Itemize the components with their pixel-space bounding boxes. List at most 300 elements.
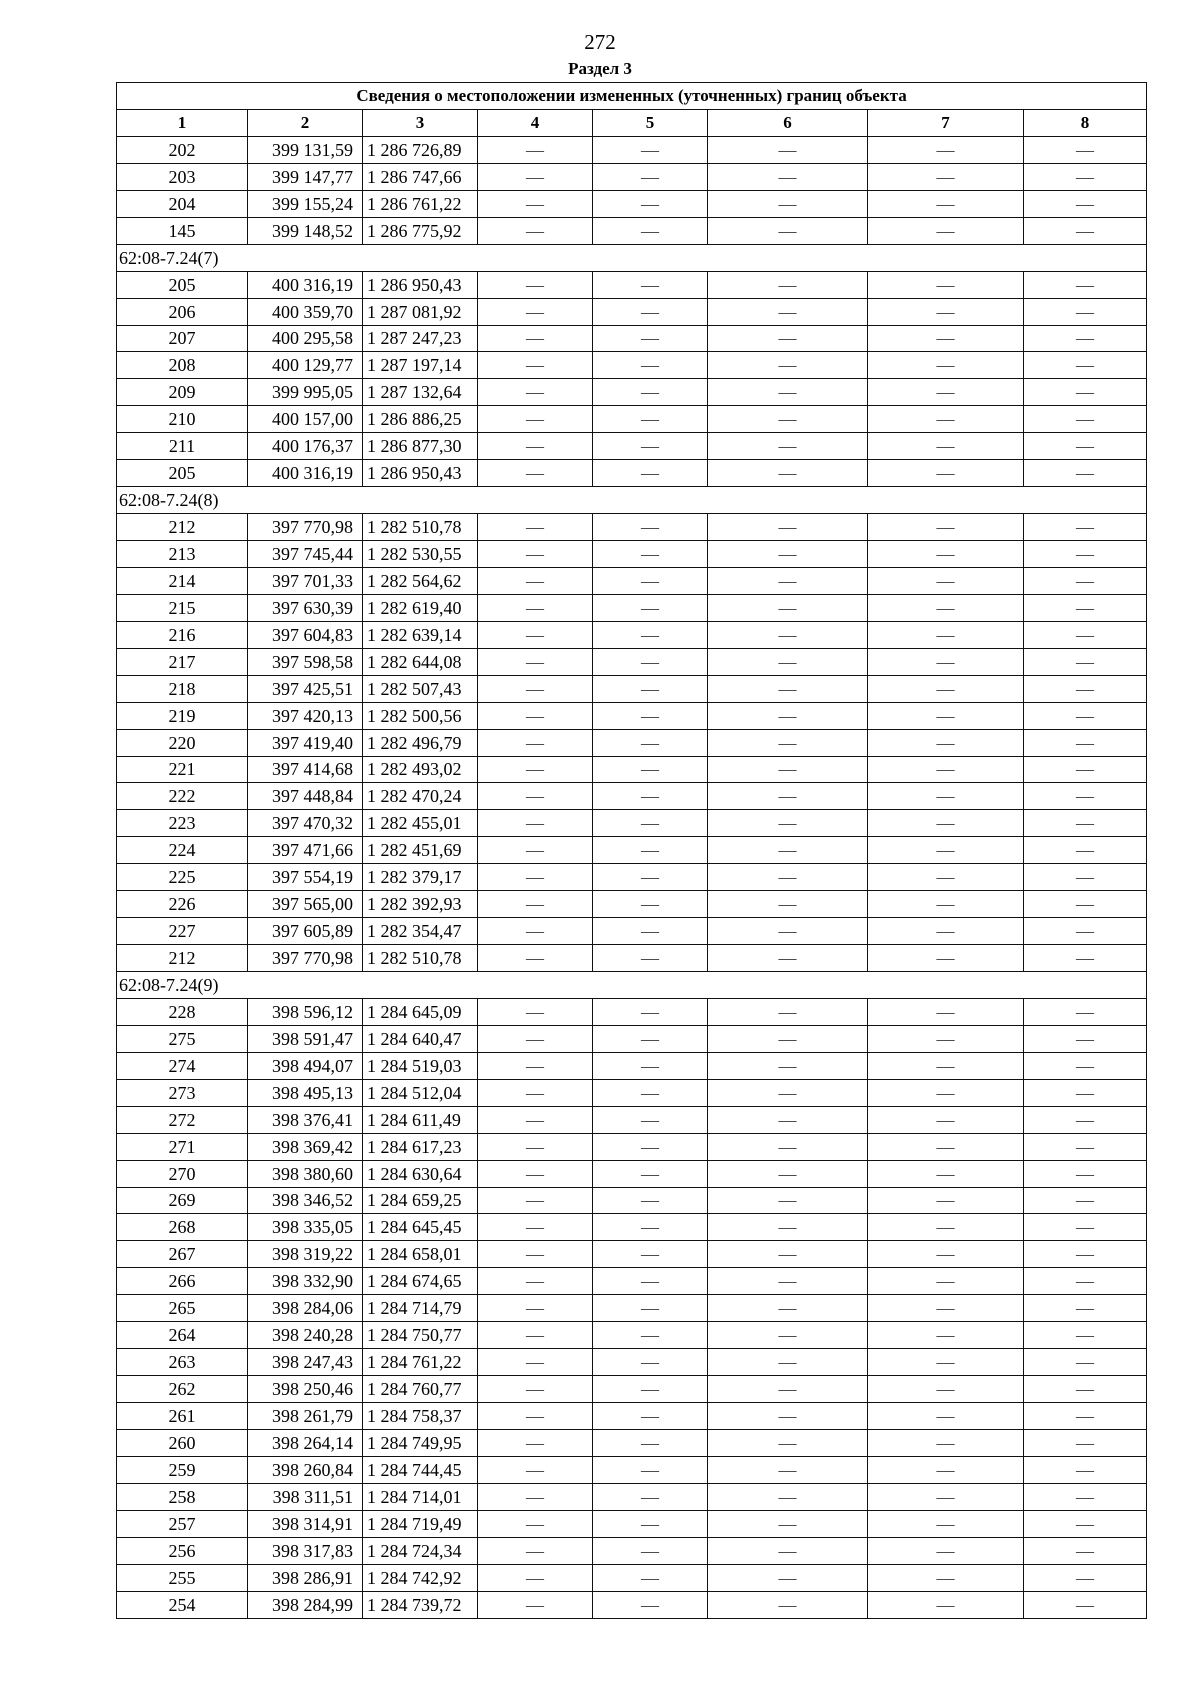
table-row [117, 1241, 1147, 1268]
table-row [117, 163, 1147, 190]
y-coordinate-cell: 1 284 658,01 [363, 1241, 478, 1268]
table-row [117, 864, 1147, 891]
empty-value-dash: — [593, 163, 708, 190]
table-row [117, 1537, 1147, 1564]
empty-value-dash: — [478, 298, 593, 325]
table-row [117, 1591, 1147, 1618]
table-row [117, 891, 1147, 918]
point-number-cell: 224 [117, 837, 248, 864]
empty-value-dash: — [593, 1268, 708, 1295]
empty-value-dash: — [1024, 217, 1147, 244]
empty-value-dash: — [478, 621, 593, 648]
empty-value-dash: — [868, 1268, 1024, 1295]
point-number-cell: 223 [117, 810, 248, 837]
table-row [117, 648, 1147, 675]
empty-value-dash: — [1024, 271, 1147, 298]
x-coordinate-cell: 398 346,52 [248, 1187, 363, 1214]
empty-value-dash: — [1024, 352, 1147, 379]
empty-value-dash: — [593, 514, 708, 541]
empty-value-dash: — [1024, 406, 1147, 433]
table-row [117, 460, 1147, 487]
point-number-cell: 275 [117, 1025, 248, 1052]
empty-value-dash: — [1024, 702, 1147, 729]
empty-value-dash: — [1024, 918, 1147, 945]
empty-value-dash: — [708, 621, 868, 648]
table-row [117, 998, 1147, 1025]
x-coordinate-cell: 398 264,14 [248, 1429, 363, 1456]
table-row [117, 433, 1147, 460]
table-row [117, 1429, 1147, 1456]
empty-value-dash: — [478, 1214, 593, 1241]
x-coordinate-cell: 397 471,66 [248, 837, 363, 864]
empty-value-dash: — [868, 1591, 1024, 1618]
empty-value-dash: — [1024, 1510, 1147, 1537]
empty-value-dash: — [478, 1079, 593, 1106]
y-coordinate-cell: 1 284 742,92 [363, 1564, 478, 1591]
empty-value-dash: — [478, 729, 593, 756]
group-label: 62:08-7.24(9) [117, 972, 1147, 999]
empty-value-dash: — [868, 756, 1024, 783]
empty-value-dash: — [478, 1376, 593, 1403]
empty-value-dash: — [1024, 1376, 1147, 1403]
empty-value-dash: — [868, 1349, 1024, 1376]
point-number-cell: 205 [117, 460, 248, 487]
empty-value-dash: — [593, 271, 708, 298]
empty-value-dash: — [708, 810, 868, 837]
empty-value-dash: — [1024, 298, 1147, 325]
point-number-cell: 206 [117, 298, 248, 325]
empty-value-dash: — [593, 1106, 708, 1133]
point-number-cell: 255 [117, 1564, 248, 1591]
empty-value-dash: — [1024, 675, 1147, 702]
table-row [117, 837, 1147, 864]
empty-value-dash: — [593, 1025, 708, 1052]
empty-value-dash: — [593, 1349, 708, 1376]
empty-value-dash: — [593, 217, 708, 244]
empty-value-dash: — [478, 1187, 593, 1214]
empty-value-dash: — [868, 541, 1024, 568]
empty-value-dash: — [478, 217, 593, 244]
empty-value-dash: — [708, 729, 868, 756]
empty-value-dash: — [478, 1295, 593, 1322]
empty-value-dash: — [478, 702, 593, 729]
empty-value-dash: — [868, 648, 1024, 675]
empty-value-dash: — [868, 837, 1024, 864]
table-row [117, 783, 1147, 810]
group-row [117, 487, 1147, 514]
point-number-cell: 205 [117, 271, 248, 298]
empty-value-dash: — [1024, 1483, 1147, 1510]
y-coordinate-cell: 1 284 659,25 [363, 1187, 478, 1214]
table-row [117, 271, 1147, 298]
empty-value-dash: — [868, 1133, 1024, 1160]
empty-value-dash: — [478, 541, 593, 568]
y-coordinate-cell: 1 284 714,79 [363, 1295, 478, 1322]
point-number-cell: 227 [117, 918, 248, 945]
table-row [117, 1268, 1147, 1295]
empty-value-dash: — [1024, 1214, 1147, 1241]
empty-value-dash: — [478, 460, 593, 487]
empty-value-dash: — [593, 945, 708, 972]
empty-value-dash: — [708, 352, 868, 379]
empty-value-dash: — [1024, 1403, 1147, 1430]
empty-value-dash: — [708, 1160, 868, 1187]
table-row [117, 379, 1147, 406]
x-coordinate-cell: 398 317,83 [248, 1537, 363, 1564]
y-coordinate-cell: 1 286 886,25 [363, 406, 478, 433]
table-row [117, 325, 1147, 352]
group-label: 62:08-7.24(8) [117, 487, 1147, 514]
empty-value-dash: — [868, 783, 1024, 810]
table-row [117, 1133, 1147, 1160]
empty-value-dash: — [593, 729, 708, 756]
empty-value-dash: — [708, 998, 868, 1025]
empty-value-dash: — [1024, 325, 1147, 352]
empty-value-dash: — [1024, 1106, 1147, 1133]
table-row [117, 675, 1147, 702]
empty-value-dash: — [593, 702, 708, 729]
column-header: 8 [1024, 110, 1147, 137]
empty-value-dash: — [868, 1052, 1024, 1079]
table-row [117, 1052, 1147, 1079]
point-number-cell: 203 [117, 163, 248, 190]
point-number-cell: 225 [117, 864, 248, 891]
x-coordinate-cell: 398 286,91 [248, 1564, 363, 1591]
empty-value-dash: — [478, 567, 593, 594]
point-number-cell: 212 [117, 514, 248, 541]
section-title: Раздел 3 [568, 59, 632, 78]
point-number-cell: 204 [117, 190, 248, 217]
y-coordinate-cell: 1 282 455,01 [363, 810, 478, 837]
empty-value-dash: — [478, 891, 593, 918]
x-coordinate-cell: 400 359,70 [248, 298, 363, 325]
empty-value-dash: — [708, 1295, 868, 1322]
empty-value-dash: — [708, 190, 868, 217]
y-coordinate-cell: 1 282 392,93 [363, 891, 478, 918]
y-coordinate-cell: 1 282 500,56 [363, 702, 478, 729]
empty-value-dash: — [708, 1079, 868, 1106]
point-number-cell: 257 [117, 1510, 248, 1537]
y-coordinate-cell: 1 282 564,62 [363, 567, 478, 594]
x-coordinate-cell: 398 240,28 [248, 1322, 363, 1349]
x-coordinate-cell: 399 995,05 [248, 379, 363, 406]
empty-value-dash: — [478, 675, 593, 702]
empty-value-dash: — [593, 783, 708, 810]
empty-value-dash: — [593, 567, 708, 594]
empty-value-dash: — [593, 1376, 708, 1403]
y-coordinate-cell: 1 284 749,95 [363, 1429, 478, 1456]
x-coordinate-cell: 400 316,19 [248, 460, 363, 487]
empty-value-dash: — [1024, 1295, 1147, 1322]
empty-value-dash: — [478, 837, 593, 864]
empty-value-dash: — [593, 1403, 708, 1430]
table-row [117, 1456, 1147, 1483]
point-number-cell: 268 [117, 1214, 248, 1241]
x-coordinate-cell: 397 770,98 [248, 945, 363, 972]
empty-value-dash: — [708, 1106, 868, 1133]
empty-value-dash: — [478, 756, 593, 783]
table-row [117, 1187, 1147, 1214]
x-coordinate-cell: 398 247,43 [248, 1349, 363, 1376]
empty-value-dash: — [478, 514, 593, 541]
empty-value-dash: — [478, 136, 593, 163]
empty-value-dash: — [593, 998, 708, 1025]
y-coordinate-cell: 1 282 507,43 [363, 675, 478, 702]
empty-value-dash: — [1024, 1456, 1147, 1483]
empty-value-dash: — [708, 594, 868, 621]
x-coordinate-cell: 398 369,42 [248, 1133, 363, 1160]
x-coordinate-cell: 399 155,24 [248, 190, 363, 217]
table-row [117, 1322, 1147, 1349]
empty-value-dash: — [1024, 433, 1147, 460]
empty-value-dash: — [593, 190, 708, 217]
empty-value-dash: — [1024, 567, 1147, 594]
empty-value-dash: — [868, 567, 1024, 594]
y-coordinate-cell: 1 284 739,72 [363, 1591, 478, 1618]
empty-value-dash: — [478, 1403, 593, 1430]
x-coordinate-cell: 398 591,47 [248, 1025, 363, 1052]
empty-value-dash: — [708, 783, 868, 810]
x-coordinate-cell: 398 495,13 [248, 1079, 363, 1106]
empty-value-dash: — [868, 675, 1024, 702]
empty-value-dash: — [708, 1187, 868, 1214]
empty-value-dash: — [868, 918, 1024, 945]
column-header: 6 [708, 110, 868, 137]
x-coordinate-cell: 397 565,00 [248, 891, 363, 918]
point-number-cell: 273 [117, 1079, 248, 1106]
empty-value-dash: — [478, 325, 593, 352]
empty-value-dash: — [708, 1025, 868, 1052]
empty-value-dash: — [1024, 1160, 1147, 1187]
point-number-cell: 270 [117, 1160, 248, 1187]
empty-value-dash: — [478, 1456, 593, 1483]
x-coordinate-cell: 398 250,46 [248, 1376, 363, 1403]
point-number-cell: 202 [117, 136, 248, 163]
empty-value-dash: — [478, 1241, 593, 1268]
point-number-cell: 261 [117, 1403, 248, 1430]
empty-value-dash: — [868, 621, 1024, 648]
empty-value-dash: — [1024, 945, 1147, 972]
x-coordinate-cell: 398 319,22 [248, 1241, 363, 1268]
empty-value-dash: — [868, 1322, 1024, 1349]
table-row [117, 190, 1147, 217]
empty-value-dash: — [1024, 648, 1147, 675]
empty-value-dash: — [593, 1295, 708, 1322]
x-coordinate-cell: 397 414,68 [248, 756, 363, 783]
empty-value-dash: — [593, 1241, 708, 1268]
empty-value-dash: — [868, 1160, 1024, 1187]
empty-value-dash: — [868, 1295, 1024, 1322]
table-row [117, 514, 1147, 541]
empty-value-dash: — [708, 1376, 868, 1403]
x-coordinate-cell: 397 420,13 [248, 702, 363, 729]
empty-value-dash: — [708, 1349, 868, 1376]
table-caption: Сведения о местоположении измененных (уточненных) границ объекта [117, 83, 1147, 110]
empty-value-dash: — [708, 406, 868, 433]
x-coordinate-cell: 397 630,39 [248, 594, 363, 621]
table-row [117, 729, 1147, 756]
y-coordinate-cell: 1 284 760,77 [363, 1376, 478, 1403]
y-coordinate-cell: 1 282 644,08 [363, 648, 478, 675]
x-coordinate-cell: 398 335,05 [248, 1214, 363, 1241]
y-coordinate-cell: 1 286 877,30 [363, 433, 478, 460]
empty-value-dash: — [593, 1483, 708, 1510]
empty-value-dash: — [708, 1564, 868, 1591]
y-coordinate-cell: 1 284 744,45 [363, 1456, 478, 1483]
point-number-cell: 219 [117, 702, 248, 729]
empty-value-dash: — [1024, 756, 1147, 783]
y-coordinate-cell: 1 284 674,65 [363, 1268, 478, 1295]
y-coordinate-cell: 1 282 530,55 [363, 541, 478, 568]
empty-value-dash: — [868, 1241, 1024, 1268]
point-number-cell: 256 [117, 1537, 248, 1564]
empty-value-dash: — [1024, 1241, 1147, 1268]
x-coordinate-cell: 398 261,79 [248, 1403, 363, 1430]
empty-value-dash: — [478, 1564, 593, 1591]
empty-value-dash: — [868, 891, 1024, 918]
table-row [117, 810, 1147, 837]
y-coordinate-cell: 1 286 950,43 [363, 271, 478, 298]
empty-value-dash: — [593, 1079, 708, 1106]
empty-value-dash: — [593, 460, 708, 487]
table-row [117, 1106, 1147, 1133]
empty-value-dash: — [593, 864, 708, 891]
point-number-cell: 210 [117, 406, 248, 433]
empty-value-dash: — [1024, 1079, 1147, 1106]
empty-value-dash: — [478, 648, 593, 675]
column-header: 3 [363, 110, 478, 137]
y-coordinate-cell: 1 284 645,45 [363, 1214, 478, 1241]
empty-value-dash: — [868, 325, 1024, 352]
point-number-cell: 265 [117, 1295, 248, 1322]
empty-value-dash: — [708, 1403, 868, 1430]
y-coordinate-cell: 1 284 714,01 [363, 1483, 478, 1510]
empty-value-dash: — [1024, 621, 1147, 648]
empty-value-dash: — [868, 298, 1024, 325]
empty-value-dash: — [708, 1483, 868, 1510]
point-number-cell: 209 [117, 379, 248, 406]
empty-value-dash: — [868, 1483, 1024, 1510]
empty-value-dash: — [478, 1268, 593, 1295]
y-coordinate-cell: 1 284 719,49 [363, 1510, 478, 1537]
table-row [117, 567, 1147, 594]
empty-value-dash: — [478, 1429, 593, 1456]
point-number-cell: 263 [117, 1349, 248, 1376]
x-coordinate-cell: 397 605,89 [248, 918, 363, 945]
column-header: 1 [117, 110, 248, 137]
empty-value-dash: — [593, 1429, 708, 1456]
empty-value-dash: — [868, 810, 1024, 837]
empty-value-dash: — [868, 1079, 1024, 1106]
y-coordinate-cell: 1 282 510,78 [363, 514, 478, 541]
table-row [117, 1510, 1147, 1537]
empty-value-dash: — [708, 1268, 868, 1295]
table-row [117, 594, 1147, 621]
table-row [117, 352, 1147, 379]
empty-value-dash: — [1024, 163, 1147, 190]
empty-value-dash: — [1024, 1429, 1147, 1456]
empty-value-dash: — [593, 379, 708, 406]
empty-value-dash: — [868, 271, 1024, 298]
table-body [117, 136, 1147, 1618]
point-number-cell: 211 [117, 433, 248, 460]
table-row [117, 1564, 1147, 1591]
x-coordinate-cell: 397 745,44 [248, 541, 363, 568]
y-coordinate-cell: 1 282 379,17 [363, 864, 478, 891]
empty-value-dash: — [478, 998, 593, 1025]
empty-value-dash: — [1024, 1052, 1147, 1079]
empty-value-dash: — [478, 1510, 593, 1537]
empty-value-dash: — [708, 675, 868, 702]
empty-value-dash: — [1024, 891, 1147, 918]
empty-value-dash: — [593, 136, 708, 163]
empty-value-dash: — [593, 1214, 708, 1241]
empty-value-dash: — [478, 1133, 593, 1160]
empty-value-dash: — [593, 1322, 708, 1349]
point-number-cell: 215 [117, 594, 248, 621]
x-coordinate-cell: 398 380,60 [248, 1160, 363, 1187]
x-coordinate-cell: 397 604,83 [248, 621, 363, 648]
empty-value-dash: — [868, 1106, 1024, 1133]
table-row [117, 1160, 1147, 1187]
table-row [117, 621, 1147, 648]
empty-value-dash: — [478, 433, 593, 460]
y-coordinate-cell: 1 282 493,02 [363, 756, 478, 783]
empty-value-dash: — [1024, 783, 1147, 810]
x-coordinate-cell: 397 425,51 [248, 675, 363, 702]
empty-value-dash: — [593, 891, 708, 918]
point-number-cell: 267 [117, 1241, 248, 1268]
point-number-cell: 228 [117, 998, 248, 1025]
empty-value-dash: — [868, 352, 1024, 379]
empty-value-dash: — [868, 190, 1024, 217]
point-number-cell: 266 [117, 1268, 248, 1295]
table-row [117, 541, 1147, 568]
empty-value-dash: — [708, 756, 868, 783]
table-row [117, 217, 1147, 244]
boundary-coordinates-table [116, 82, 1147, 1619]
empty-value-dash: — [478, 1537, 593, 1564]
empty-value-dash: — [868, 136, 1024, 163]
table-row [117, 702, 1147, 729]
empty-value-dash: — [1024, 998, 1147, 1025]
x-coordinate-cell: 398 494,07 [248, 1052, 363, 1079]
table-row [117, 406, 1147, 433]
x-coordinate-cell: 398 376,41 [248, 1106, 363, 1133]
empty-value-dash: — [868, 1403, 1024, 1430]
empty-value-dash: — [478, 1322, 593, 1349]
y-coordinate-cell: 1 284 640,47 [363, 1025, 478, 1052]
empty-value-dash: — [478, 945, 593, 972]
x-coordinate-cell: 397 554,19 [248, 864, 363, 891]
empty-value-dash: — [593, 433, 708, 460]
empty-value-dash: — [708, 1052, 868, 1079]
empty-value-dash: — [868, 945, 1024, 972]
empty-value-dash: — [708, 864, 868, 891]
empty-value-dash: — [478, 1106, 593, 1133]
empty-value-dash: — [593, 837, 708, 864]
x-coordinate-cell: 398 596,12 [248, 998, 363, 1025]
y-coordinate-cell: 1 286 950,43 [363, 460, 478, 487]
empty-value-dash: — [708, 433, 868, 460]
empty-value-dash: — [593, 1160, 708, 1187]
empty-value-dash: — [868, 379, 1024, 406]
empty-value-dash: — [593, 1510, 708, 1537]
y-coordinate-cell: 1 282 639,14 [363, 621, 478, 648]
empty-value-dash: — [868, 1214, 1024, 1241]
x-coordinate-cell: 399 148,52 [248, 217, 363, 244]
empty-value-dash: — [1024, 1537, 1147, 1564]
